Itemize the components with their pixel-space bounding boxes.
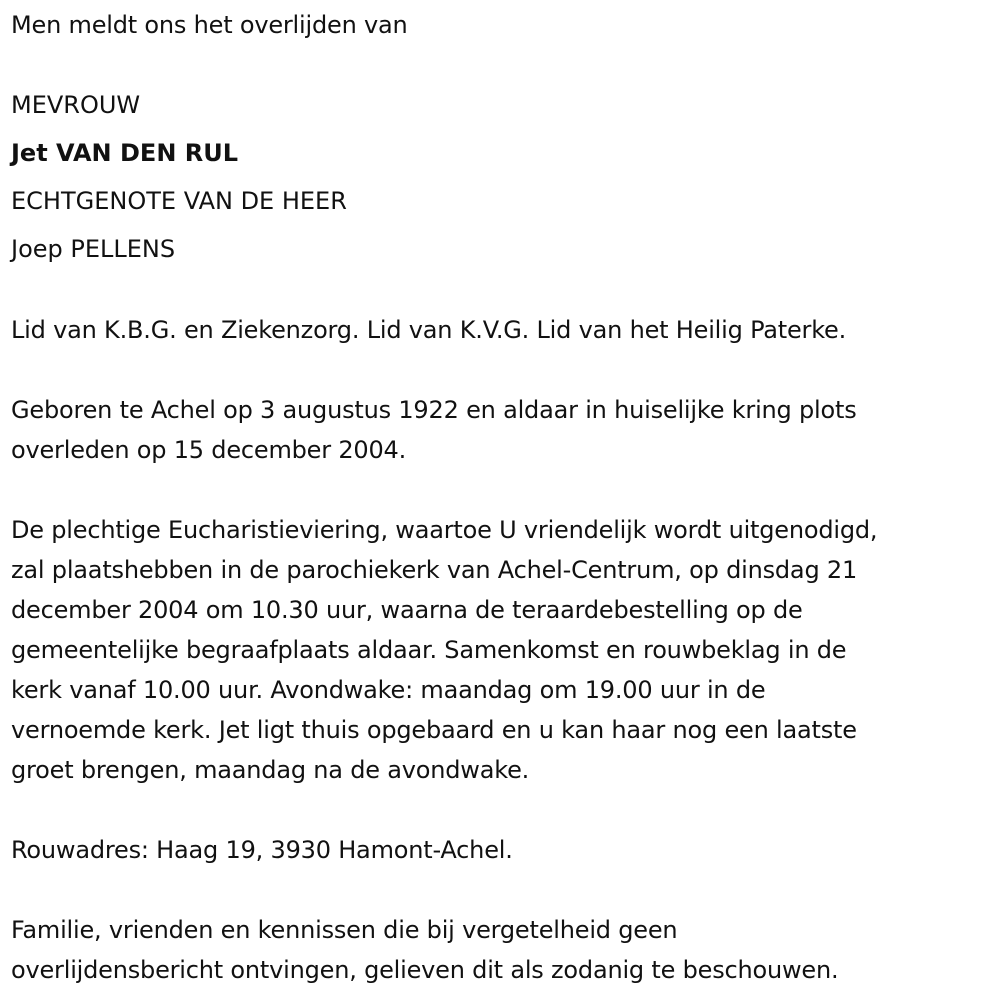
- address-paragraph: [11, 830, 1000, 870]
- paragraph-line: overleden op 15 december 2004.: [11, 436, 407, 464]
- paragraph-line: groet brengen, maandag na de avondwake.: [11, 756, 530, 784]
- funeral-paragraph: [11, 510, 1000, 790]
- paragraph-line: Familie, vrienden en kennissen die bij vergetelheid geen: [11, 916, 678, 944]
- deceased-name: Jet VAN DEN RUL: [11, 139, 239, 167]
- title-text: MEVROUW: [11, 91, 141, 119]
- spouse-name: Joep PELLENS: [11, 235, 176, 263]
- paragraph-line: Rouwadres: Haag 19, 3930 Hamont-Achel.: [11, 836, 513, 864]
- intro-text: Men meldt ons het overlijden van: [11, 11, 408, 39]
- paragraph-line: Lid van K.B.G. en Ziekenzorg. Lid van K.V.G. Lid van het Heilig Paterke.: [11, 316, 847, 344]
- body-paragraphs: [11, 310, 1000, 990]
- paragraph-line: overlijdensbericht ontvingen, gelieven dit als zodanig te beschouwen.: [11, 956, 839, 984]
- birth-death-paragraph: [11, 390, 1000, 470]
- closing-paragraph: [11, 910, 1000, 990]
- paragraph-line: kerk vanaf 10.00 uur. Avondwake: maandag om 19.00 uur in de: [11, 676, 766, 704]
- membership-paragraph: [11, 310, 1000, 350]
- paragraph-line: december 2004 om 10.30 uur, waarna de teraardebestelling op de: [11, 596, 803, 624]
- paragraph-line: gemeentelijke begraafplaats aldaar. Samenkomst en rouwbeklag in de: [11, 636, 847, 664]
- paragraph-line: zal plaatshebben in de parochiekerk van Achel-Centrum, op dinsdag 21: [11, 556, 858, 584]
- paragraph-line: vernoemde kerk. Jet ligt thuis opgebaard en u kan haar nog een laatste: [11, 716, 857, 744]
- paragraph-line: De plechtige Eucharistieviering, waartoe U vriendelijk wordt uitgenodigd,: [11, 516, 878, 544]
- paragraph-line: Geboren te Achel op 3 augustus 1922 en aldaar in huiselijke kring plots: [11, 396, 857, 424]
- relation-text: ECHTGENOTE VAN DE HEER: [11, 187, 347, 215]
